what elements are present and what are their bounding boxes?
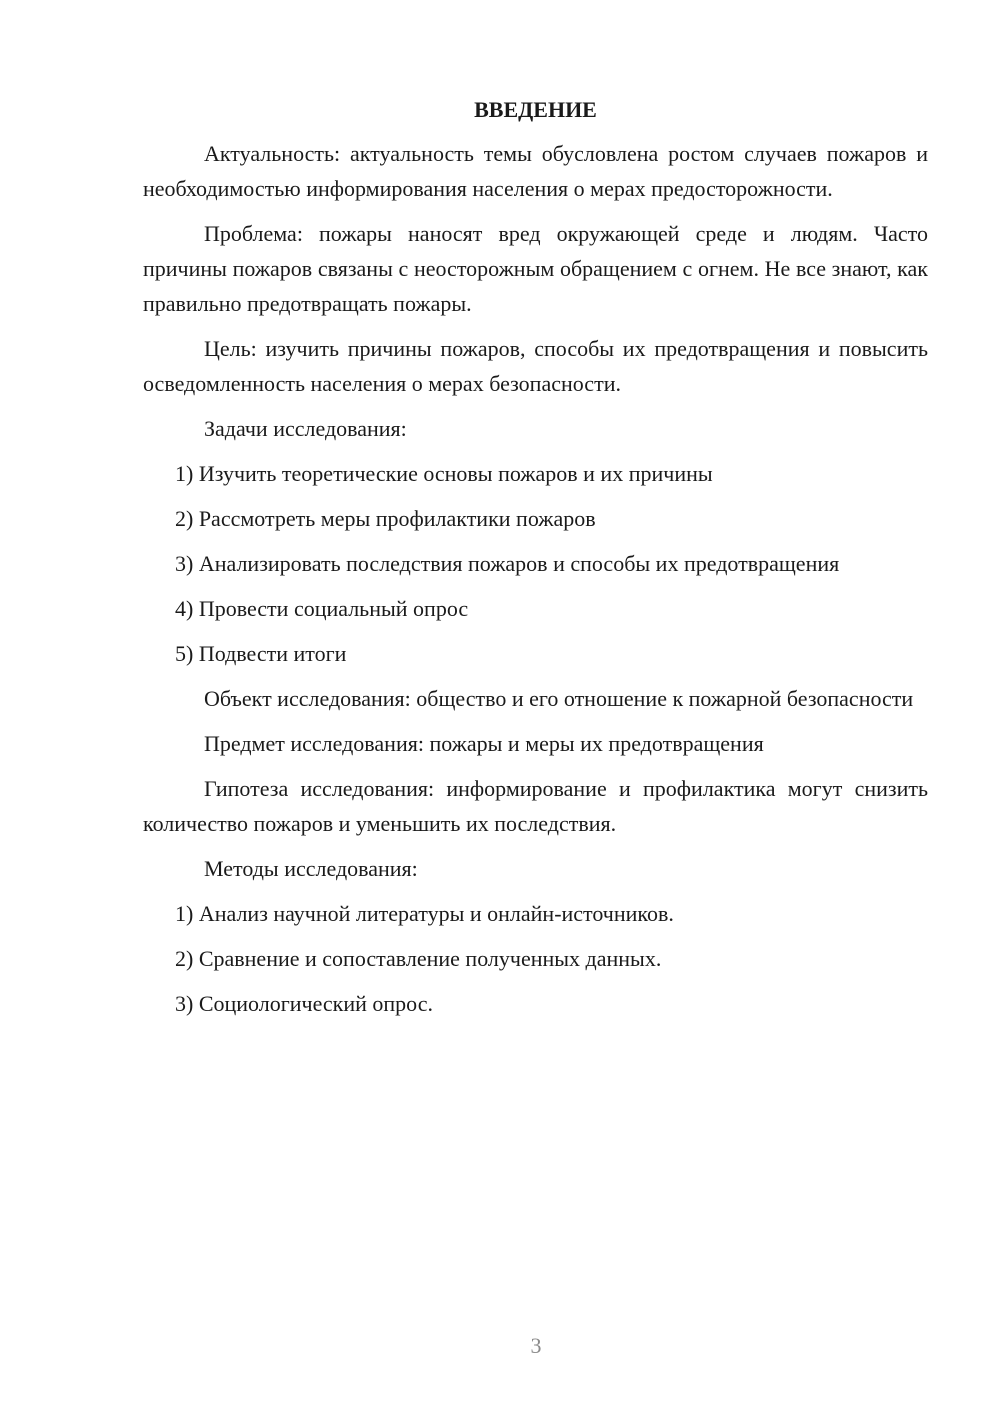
relevance-paragraph: Актуальность: актуальность темы обусловлена ростом случаев пожаров и необходимостью информирования населения о мерах предосторожности. (143, 141, 928, 201)
list-item: 3) Анализировать последствия пожаров и способы их предотвращения (175, 551, 840, 576)
list-item: 5) Подвести итоги (175, 641, 347, 666)
methods-heading: Методы исследования: (204, 856, 418, 881)
list-item: 1) Анализ научной литературы и онлайн-источников. (175, 901, 674, 926)
list-item: 4) Провести социальный опрос (175, 596, 469, 621)
goal-paragraph: Цель: изучить причины пожаров, способы их предотвращения и повысить осведомленность населения о мерах безопасности. (143, 336, 928, 396)
list-item: 2) Рассмотреть меры профилактики пожаров (175, 506, 596, 531)
document-body (143, 96, 928, 1031)
hypothesis-paragraph: Гипотеза исследования: информирование и профилактика могут снизить количество пожаров и уменьшить их последствия. (143, 776, 928, 836)
page-number: 3 (530, 1333, 542, 1358)
tasks-heading: Задачи исследования: (204, 416, 407, 441)
list-item: 1) Изучить теоретические основы пожаров и их причины (175, 461, 713, 486)
page-title: ВВЕДЕНИЕ (474, 97, 597, 122)
subject-paragraph: Предмет исследования: пожары и меры их предотвращения (204, 731, 764, 756)
methods-list (143, 896, 928, 1021)
tasks-list (143, 456, 928, 671)
list-item: 3) Социологический опрос. (175, 991, 433, 1016)
list-item: 2) Сравнение и сопоставление полученных данных. (175, 946, 662, 971)
problem-paragraph: Проблема: пожары наносят вред окружающей среде и людям. Часто причины пожаров связаны с неосторожным обращением с огнем. Не все знают, как правильно предотвращать пожары. (143, 221, 928, 316)
object-paragraph: Объект исследования: общество и его отношение к пожарной безопасности (204, 686, 914, 711)
